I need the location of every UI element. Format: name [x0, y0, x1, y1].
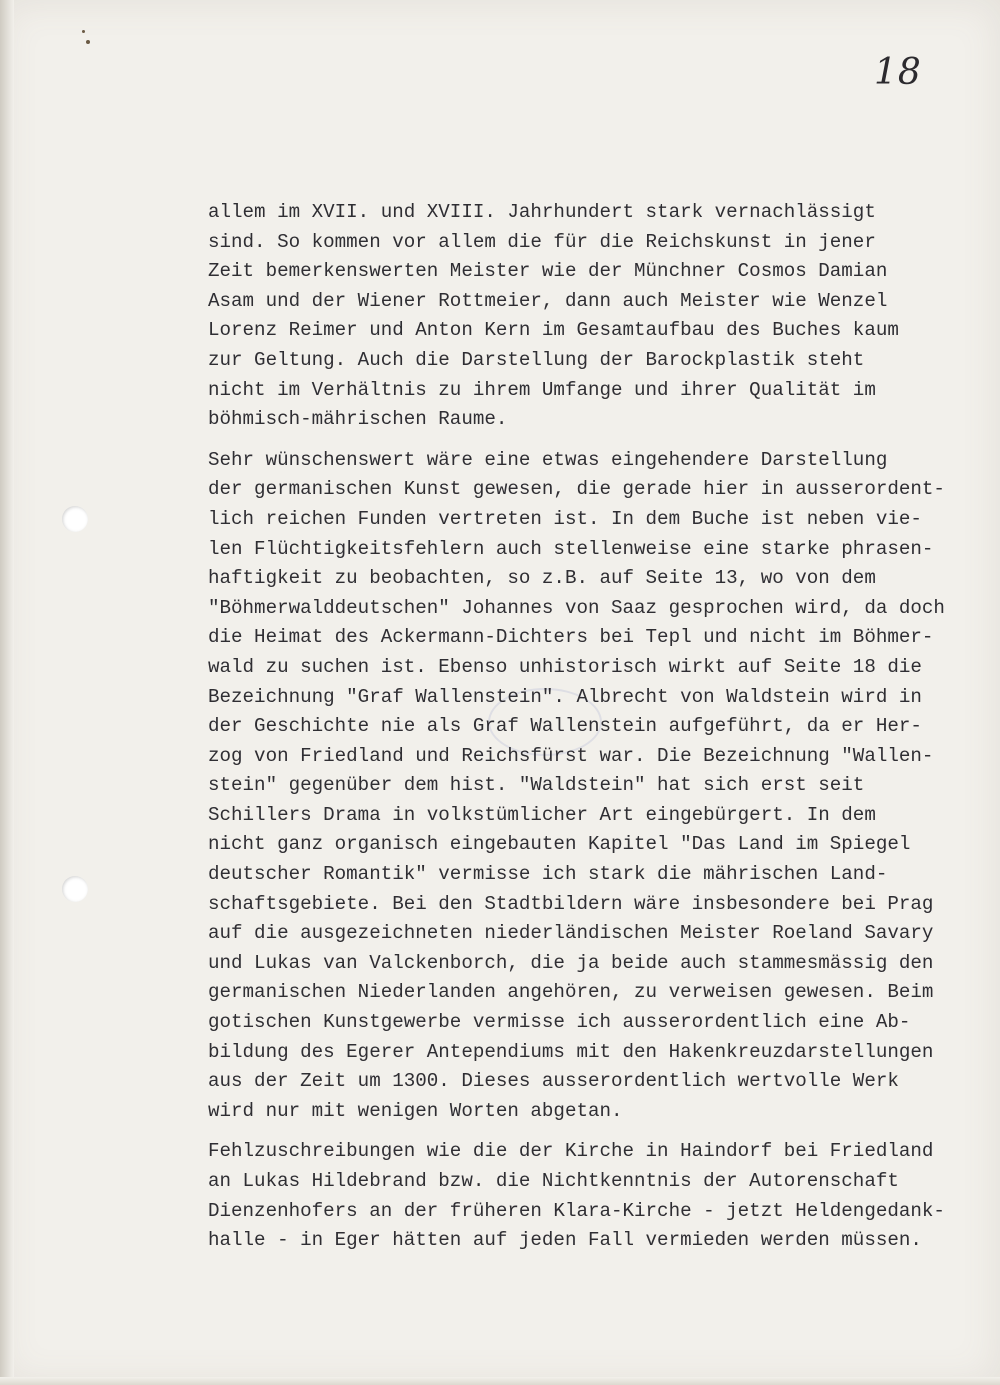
text-line: Asam und der Wiener Rottmeier, dann auch Meister wie Wenzel	[208, 289, 888, 312]
text-line: lich reichen Funden vertreten ist. In dem Buche ist neben vie-	[208, 507, 922, 530]
text-line: wird nur mit wenigen Worten abgetan.	[208, 1099, 623, 1122]
text-line: nicht ganz organisch eingebauten Kapitel "Das Land im Spiegel	[208, 833, 911, 856]
text-line: "Böhmerwalddeutschen" Johannes von Saaz gesprochen wird, da doch	[208, 596, 945, 619]
text-line: zog von Friedland und Reichsfürst war. Die Bezeichnung "Wallen-	[208, 744, 934, 767]
paragraph-1	[208, 198, 988, 435]
text-line: wald zu suchen ist. Ebenso unhistorisch wirkt auf Seite 18 die	[208, 655, 922, 678]
text-line: germanischen Niederlanden angehören, zu verweisen gewesen. Beim	[208, 981, 934, 1004]
paper-speck	[86, 40, 90, 44]
text-line: zur Geltung. Auch die Darstellung der Barockplastik steht	[208, 348, 865, 371]
page-bottom-edge	[0, 1377, 1000, 1385]
text-line: Zeit bemerkenswerten Meister wie der Münchner Cosmos Damian	[208, 260, 888, 283]
text-line: Lorenz Reimer und Anton Kern im Gesamtaufbau des Buches kaum	[208, 319, 899, 342]
typed-text-body	[208, 198, 988, 1256]
text-line: stein" gegenüber dem hist. "Waldstein" hat sich erst seit	[208, 774, 865, 797]
text-line: aus der Zeit um 1300. Dieses ausserordentlich wertvolle Werk	[208, 1070, 899, 1093]
text-line: len Flüchtigkeitsfehlern auch stellenweise eine starke phrasen-	[208, 537, 934, 560]
page-number: 18	[874, 52, 922, 93]
text-line: Fehlzuschreibungen wie die der Kirche in Haindorf bei Friedland	[208, 1140, 934, 1163]
text-line: böhmisch-mährischen Raume.	[208, 408, 508, 431]
text-line: sind. So kommen vor allem die für die Reichskunst in jener	[208, 230, 876, 253]
text-line: bildung des Egerer Antependiums mit den Hakenkreuzdarstellungen	[208, 1040, 934, 1063]
punch-hole-top	[62, 506, 88, 532]
text-line: schaftsgebiete. Bei den Stadtbildern wäre insbesondere bei Prag	[208, 892, 934, 915]
text-line: auf die ausgezeichneten niederländischen Meister Roeland Savary	[208, 922, 934, 945]
page-edge-shadow	[0, 0, 14, 1385]
text-line: der Geschichte nie als Graf Wallenstein aufgeführt, da er Her-	[208, 715, 922, 738]
text-line: nicht im Verhältnis zu ihrem Umfange und ihrer Qualität im	[208, 378, 876, 401]
text-line: Dienzenhofers an der früheren Klara-Kirche - jetzt Heldengedank-	[208, 1199, 945, 1222]
text-line: Bezeichnung "Graf Wallenstein". Albrecht von Waldstein wird in	[208, 685, 922, 708]
paper-speck	[82, 30, 85, 33]
text-line: gotischen Kunstgewerbe vermisse ich ausserordentlich eine Ab-	[208, 1011, 911, 1034]
text-line: allem im XVII. und XVIII. Jahrhundert stark vernachlässigt	[208, 201, 876, 223]
text-line: die Heimat des Ackermann-Dichters bei Tepl und nicht im Böhmer-	[208, 626, 934, 649]
punch-hole-bottom	[62, 876, 88, 902]
text-line: Schillers Drama in volkstümlicher Art eingebürgert. In dem	[208, 803, 876, 826]
text-line: und Lukas van Valckenborch, die ja beide auch stammesmässig den	[208, 951, 934, 974]
text-line: der germanischen Kunst gewesen, die gerade hier in ausserordent-	[208, 478, 945, 501]
text-line: haftigkeit zu beobachten, so z.B. auf Seite 13, wo von dem	[208, 567, 876, 590]
paragraph-2	[208, 446, 988, 1127]
text-line: deutscher Romantik" vermisse ich stark die mährischen Land-	[208, 863, 888, 886]
text-line: an Lukas Hildebrand bzw. die Nichtkenntnis der Autorenschaft	[208, 1170, 899, 1192]
text-line: Sehr wünschenswert wäre eine etwas eingehendere Darstellung	[208, 448, 888, 471]
paragraph-3	[208, 1137, 988, 1255]
text-line: halle - in Eger hätten auf jeden Fall vermieden werden müssen.	[208, 1229, 922, 1252]
